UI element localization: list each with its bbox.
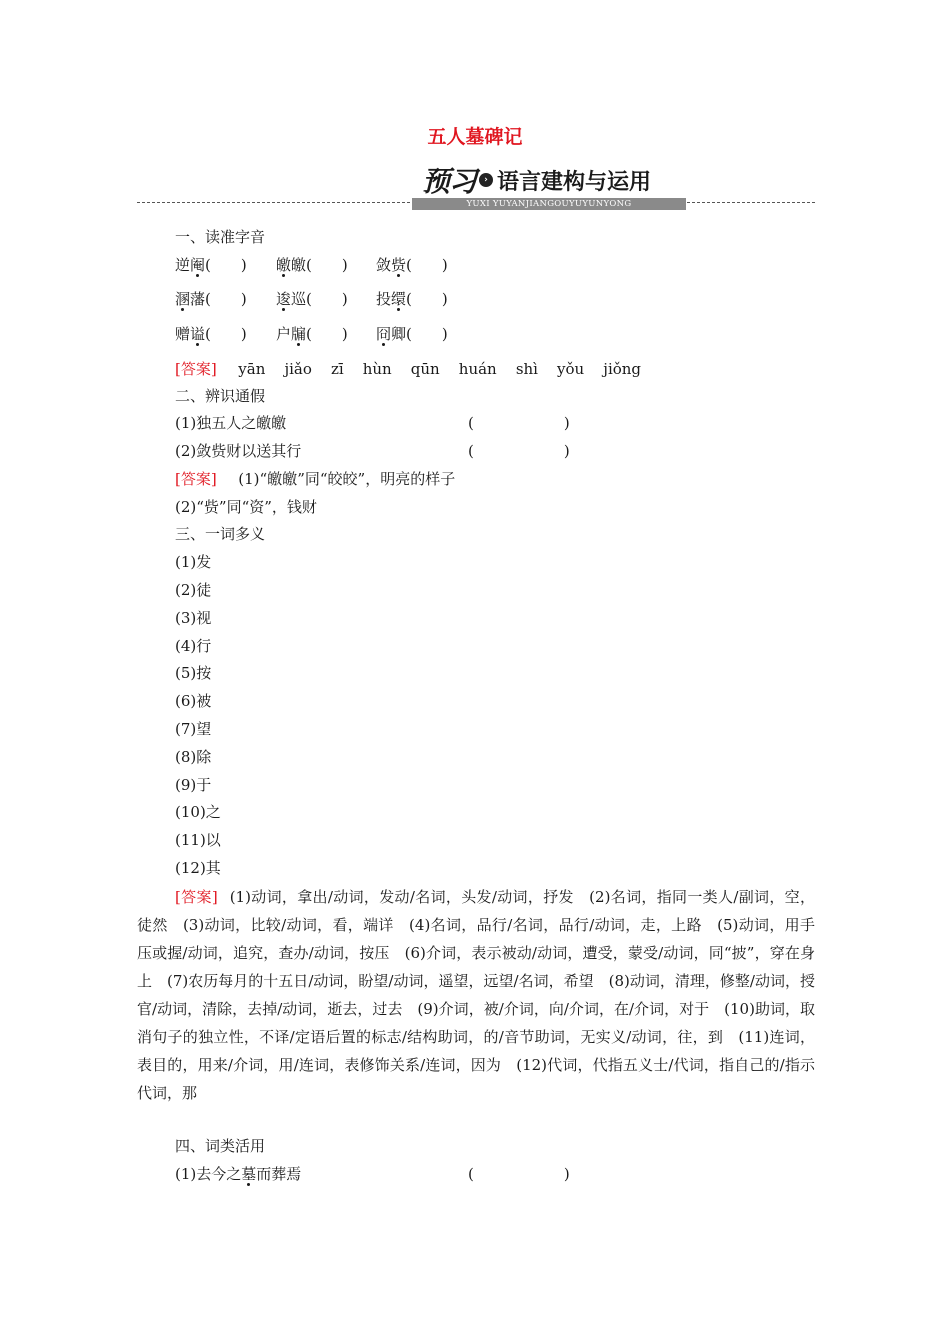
banner-sub-label: 语言建构与运用	[497, 169, 652, 195]
pronounce-item: 冏卿( )	[376, 325, 448, 343]
list-item: (6)被	[175, 692, 212, 710]
section-heading: 四、词类活用	[175, 1137, 266, 1155]
list-item: (5)按	[175, 664, 212, 682]
pronounce-item: 敛赀( )	[376, 256, 448, 274]
section-banner	[422, 164, 651, 196]
answer-line: [答案] yān jiǎo zī hùn qūn huán shì yǒu jiǒng	[175, 360, 642, 378]
pronounce-item: 赠谥( )	[175, 325, 247, 343]
section-heading: 三、一词多义	[175, 525, 266, 543]
banner-pinyin: YUXI YUYANJIANGOUYUYUNYONG	[412, 198, 686, 210]
answer-label: [答案]	[175, 470, 217, 488]
pronounce-item: 逆阉( )	[175, 256, 247, 274]
section-heading: 一、读准字音	[175, 228, 266, 246]
list-item: (7)望	[175, 720, 212, 738]
answer-bracket: ( )	[468, 1165, 570, 1183]
answer-bracket: ( )	[468, 414, 570, 432]
list-item: (10)之	[175, 803, 221, 821]
pronounce-item: 逡巡( )	[276, 290, 348, 308]
list-item: (1)发	[175, 553, 212, 571]
question-item: (1)去今之墓而葬焉	[175, 1165, 302, 1183]
chevron-right-icon: ›	[479, 173, 493, 187]
list-item: (9)于	[175, 776, 212, 794]
answer-paragraph: [答案] (1)动词，拿出/动词，发动/名词，头发/动词，抒发 (2)名词，指同一类人/副词，空，徒然 (3)动词，比较/动词，看，端详 (4)名词，品行/名词，品行/动词，走，上路 (5)动词，用手压或握/动词，追究，查办/动词，按压 (6)介词，表示被动/动词，遭受，蒙受/动词，同“披”，穿在身上 (7)农历每月的十五日/动词，盼望/动词，遥望，远望/名词，希望 (8)动词，清理，修整/动词，授官/动词，清除，去掉/动词，逝去，过去 (9)介词，被/介词，向/介词，在/介词，对于 (10)助词，取消句子的独立性，不译/定语后置的标志/结构助词，的/音节助词，无实义/动词，往，到 (11)连词，表目的，用来/介词，用/连词，表修饰关系/连词，因为 (12)代词，代指五义士/代词，指自己的/指示代词，那	[137, 888, 815, 1102]
pronounce-item: 户牖( )	[276, 325, 348, 343]
list-item: (11)以	[175, 831, 221, 849]
list-item: (12)其	[175, 859, 221, 877]
list-item: (3)视	[175, 609, 212, 627]
list-item: (2)徒	[175, 581, 212, 599]
pronounce-item: 溷藩( )	[175, 290, 247, 308]
section-heading: 二、辨识通假	[175, 387, 266, 405]
answer-label: [答案]	[175, 360, 217, 378]
list-item: (4)行	[175, 637, 212, 655]
answer-bracket: ( )	[468, 442, 570, 460]
list-item: (8)除	[175, 748, 212, 766]
pronounce-item: 投缳( )	[376, 290, 448, 308]
question-item: (2)敛赀财以送其行	[175, 442, 302, 460]
answer-line: (2)“赀”同“资”，钱财	[175, 498, 317, 516]
banner-main-label: 预习	[422, 165, 477, 198]
answer-line: [答案] (1)“皦皦”同“皎皎”，明亮的样子	[175, 470, 456, 488]
answer-label: [答案]	[175, 888, 218, 906]
page-title: 五人墓碑记	[427, 126, 523, 148]
question-item: (1)独五人之皦皦	[175, 414, 287, 432]
pronounce-item: 皦皦( )	[276, 256, 348, 274]
